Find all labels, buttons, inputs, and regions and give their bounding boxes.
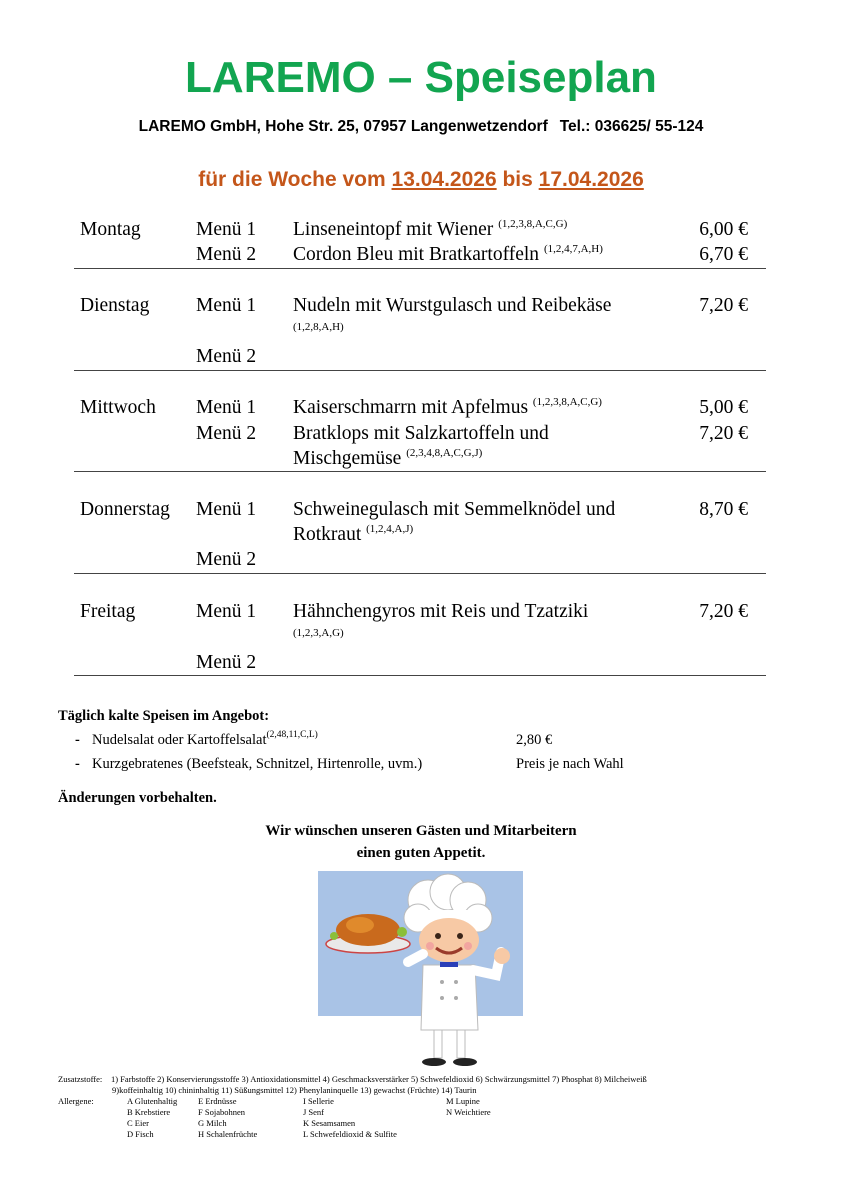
allergen-item: F Sojabohnen: [198, 1107, 245, 1117]
allergen-codes: (1,2,3,8,A,C,G): [532, 396, 602, 408]
week-prefix: für die Woche vom: [198, 168, 386, 191]
menu-price: 7,20 €: [699, 295, 748, 316]
chef-head: [419, 918, 479, 962]
allergen-item: G Milch: [198, 1118, 227, 1128]
allergen-codes: (1,2,3,8,A,C,G): [498, 218, 568, 230]
allergen-codes: (1,2,4,7,A,H): [543, 243, 603, 255]
dish-text: Hähnchengyros mit Reis und Tzatziki: [293, 601, 589, 622]
week-from-date: 13.04.2026: [391, 168, 497, 191]
allergen-item: C Eier: [127, 1118, 149, 1128]
allergen-item: A Glutenhaltig: [127, 1096, 178, 1106]
phone-text: Tel.: 036625/ 55-124: [559, 118, 704, 135]
menu-price: 6,70 €: [699, 244, 748, 265]
allergen-item: B Krebstiere: [127, 1107, 171, 1117]
week-middle: bis: [502, 168, 533, 191]
chef-illustration: [318, 870, 524, 1070]
daily-item-text: Nudelsalat oder Kartoffelsalat: [92, 732, 267, 748]
day-thursday: Donnerstag: [80, 499, 170, 520]
menu-dish: [293, 447, 482, 471]
additives-line-2: 9)koffeinhaltig 10) chininhaltig 11) Süßungsmittel 12) Phenylaninquelle 13) gewachst (Früchte) 14) Taurin: [112, 1085, 477, 1095]
daily-heading: Täglich kalte Speisen im Angebot:: [58, 708, 270, 724]
menu-label: Menü 1: [196, 295, 257, 316]
menu-label: Menü 2: [196, 549, 257, 570]
dish-text: Linseneintopf mit Wiener: [293, 219, 494, 240]
allergen-codes: (1,2,8,A,H): [293, 321, 344, 333]
allergen-item: J Senf: [303, 1107, 325, 1117]
week-range: [0, 168, 842, 192]
menu-dish: [293, 396, 602, 420]
allergen-codes: (2,3,4,8,A,C,G,J): [406, 447, 483, 459]
divider: [74, 370, 766, 371]
menu-label: Menü 2: [196, 423, 257, 444]
dish-text: Bratklops mit Salzkartoffeln und: [293, 423, 549, 444]
notice: Änderungen vorbehalten.: [58, 790, 217, 806]
bullet: -: [75, 732, 80, 748]
divider: [74, 675, 766, 676]
dish-text: Nudeln mit Wurstgulasch und Reibekäse: [293, 295, 612, 316]
menu-price: 6,00 €: [699, 219, 748, 240]
menu-label: Menü 1: [196, 219, 257, 240]
allergen-item: K Sesamsamen: [303, 1118, 356, 1128]
menu-price: 5,00 €: [699, 397, 748, 418]
wish-line-1: Wir wünschen unseren Gästen und Mitarbeitern: [265, 823, 577, 839]
daily-price: Preis je nach Wahl: [516, 756, 624, 772]
menu-price: 7,20 €: [699, 423, 748, 444]
week-to-date: 17.04.2026: [538, 168, 644, 191]
additives-line-1: 1) Farbstoffe 2) Konservierungsstoffe 3) Antioxidationsmittel 4) Geschmacksverstärker 5) Schwefeldioxid 6) Schwärzungsmittel 7) Phosphat 8) Milcheiweiß: [111, 1074, 647, 1084]
bullet: -: [75, 756, 80, 772]
allergen-item: M Lupine: [446, 1096, 480, 1106]
daily-item: [92, 732, 318, 749]
address-text: LAREMO GmbH, Hohe Str. 25, 07957 Langenwetzendorf: [138, 118, 548, 135]
allergens-label: Allergene:: [58, 1096, 94, 1106]
allergen-codes: (1,2,4,A,J): [366, 523, 414, 535]
day-friday: Freitag: [80, 601, 136, 622]
menu-label: Menü 2: [196, 244, 257, 265]
menu-label: Menü 2: [196, 346, 257, 367]
allergen-codes: (1,2,3,A,G): [293, 627, 344, 639]
page-title: LAREMO – Speiseplan: [185, 53, 657, 102]
menu-label: Menü 1: [196, 601, 257, 622]
daily-price: 2,80 €: [516, 732, 553, 748]
dish-text: Rotkraut: [293, 524, 362, 545]
menu-dish: [293, 523, 413, 547]
menu-label: Menü 2: [196, 652, 257, 673]
menu-dish: [293, 243, 603, 267]
dish-text: Schweinegulasch mit Semmelknödel und: [293, 499, 616, 520]
allergen-item: N Weichtiere: [446, 1107, 491, 1117]
day-wednesday: Mittwoch: [80, 397, 156, 418]
menu-dish: [293, 218, 567, 242]
day-monday: Montag: [80, 219, 141, 240]
divider: [74, 471, 766, 472]
dish-text: Kaiserschmarrn mit Apfelmus: [293, 397, 529, 418]
allergen-item: D Fisch: [127, 1129, 154, 1139]
menu-label: Menü 1: [196, 397, 257, 418]
divider: [74, 268, 766, 269]
day-tuesday: Dienstag: [80, 295, 150, 316]
menu-label: Menü 1: [196, 499, 257, 520]
dish-text: Mischgemüse: [293, 448, 402, 469]
allergen-item: I Sellerie: [303, 1096, 334, 1106]
additives-label: Zusatzstoffe:: [58, 1074, 103, 1084]
wish-line-2: einen guten Appetit.: [356, 845, 486, 861]
allergen-item: E Erdnüsse: [198, 1096, 237, 1106]
daily-item-text: Kurzgebratenes (Beefsteak, Schnitzel, Hirtenrolle, uvm.): [92, 756, 423, 772]
company-address: [0, 118, 842, 136]
divider: [74, 573, 766, 574]
menu-price: 7,20 €: [699, 601, 748, 622]
allergen-codes: (2,48,11,C,L): [266, 730, 318, 740]
dish-text: Cordon Bleu mit Bratkartoffeln: [293, 244, 540, 265]
menu-price: 8,70 €: [699, 499, 748, 520]
allergen-item: L Schwefeldioxid & Sulfite: [303, 1129, 397, 1139]
allergen-item: H Schalenfrüchte: [198, 1129, 258, 1139]
